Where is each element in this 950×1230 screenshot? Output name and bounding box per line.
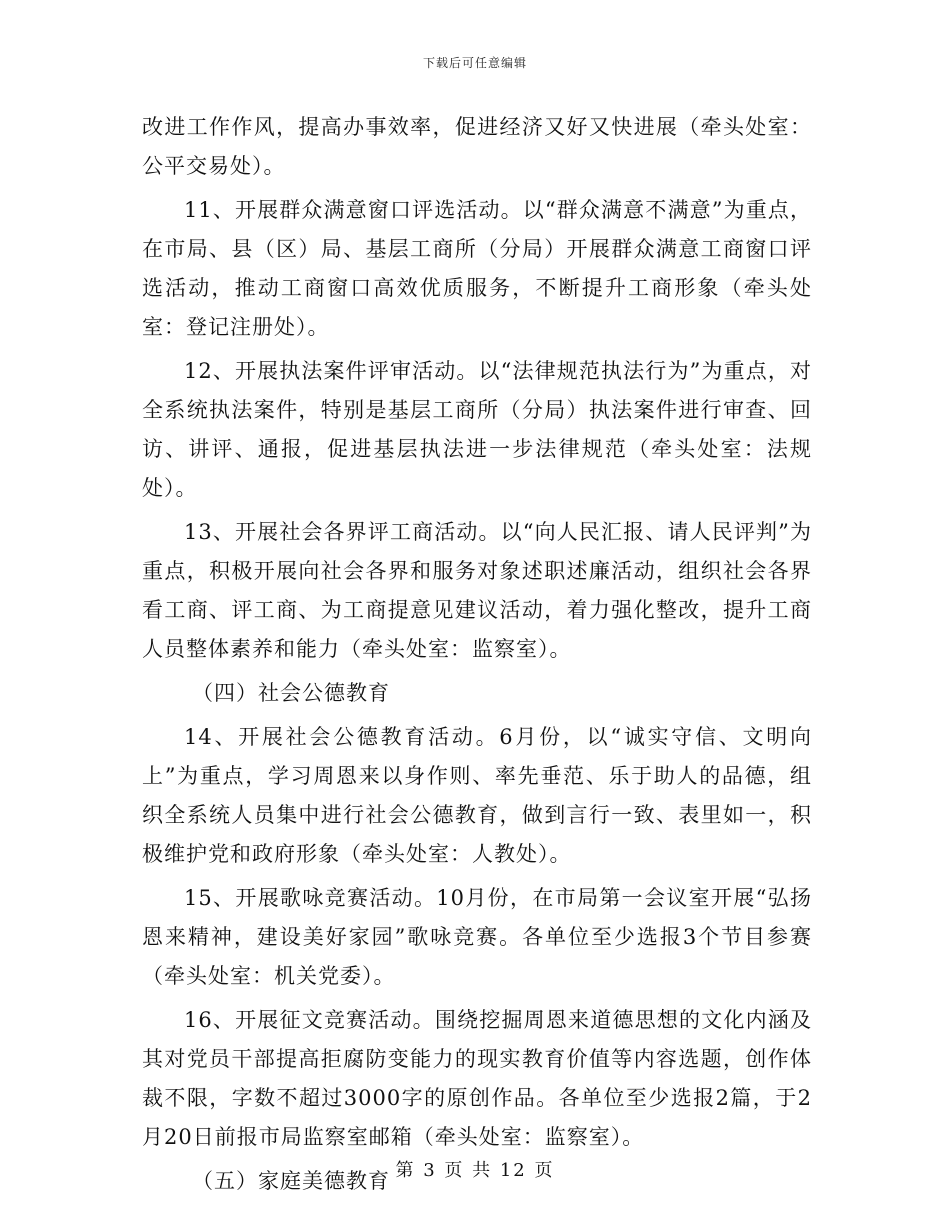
- paragraph-item-16: 16、开展征文竞赛活动。围绕挖掘周恩来道德思想的文化内涵及其对党员干部提高拒腐防变能力的现实教育价值等内容选题，创作体裁不限，字数不超过3000字的原创作品。各单位至少选报2篇，于2月20日前报市局监察室邮箱（牵头处室：监察室）。: [142, 1008, 812, 1149]
- paragraph-item-13: 13、开展社会各界评工商活动。以“向人民汇报、请人民评判”为重点，积极开展向社会各界和服务对象述职述廉活动，组织社会各界看工商、评工商、为工商提意见建议活动，着力强化整改，提升工商人员整体素养和能力（牵头处室：监察室）。: [142, 520, 812, 661]
- paragraph-item-14: 14、开展社会公德教育活动。6月份，以“诚实守信、文明向上”为重点，学习周恩来以身作则、率先垂范、乐于助人的品德，组织全系统人员集中进行社会公德教育，做到言行一致、表里如一，积极维护党和政府形象（牵头处室：人教处）。: [142, 725, 812, 866]
- paragraph-item-15: 15、开展歌咏竞赛活动。10月份，在市局第一会议室开展“弘扬恩来精神，建设美好家园”歌咏竞赛。各单位至少选报3个节目参赛（牵头处室：机关党委）。: [142, 886, 812, 988]
- page-footer: 第 3 页 共 12 页: [395, 1160, 555, 1181]
- document-body: [142, 108, 812, 1206]
- paragraph-continuation: 改进工作作风，提高办事效率，促进经济又好又快进展（牵头处室：公平交易处）。: [142, 115, 812, 178]
- paragraph-item-12: 12、开展执法案件评审活动。以“法律规范执法行为”为重点，对全系统执法案件，特别是基层工商所（分局）执法案件进行审查、回访、讲评、通报，促进基层执法进一步法律规范（牵头处室：法规处）。: [142, 359, 812, 500]
- section-heading-5: （五）家庭美德教育: [192, 1169, 390, 1193]
- page-header: 下载后可任意编辑: [422, 56, 527, 70]
- paragraph-item-11: 11、开展群众满意窗口评选活动。以“群众满意不满意”为重点，在市局、县（区）局、基层工商所（分局）开展群众满意工商窗口评选活动，推动工商窗口高效优质服务，不断提升工商形象（牵头处室：登记注册处）。: [142, 198, 812, 339]
- section-heading-4: （四）社会公德教育: [192, 681, 390, 705]
